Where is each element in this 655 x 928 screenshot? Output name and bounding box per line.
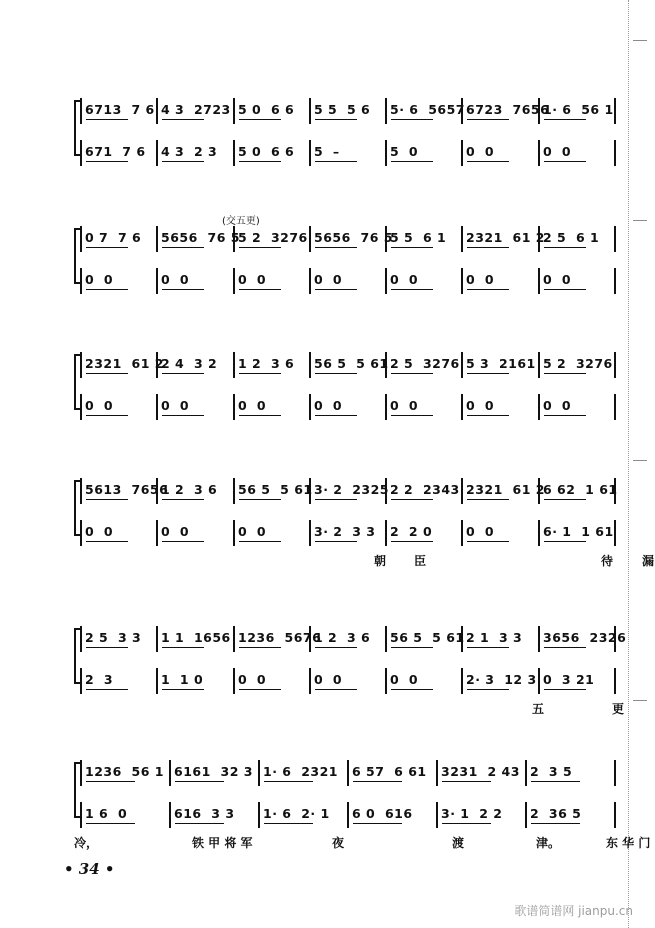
lyric-word: 漏 <box>642 554 655 568</box>
measure-notes: 2321 61 2 <box>466 482 545 497</box>
measure-notes: 0 0 <box>466 144 495 159</box>
measure-notes: 0 0 <box>238 672 267 687</box>
score-system <box>74 98 614 188</box>
barline <box>80 140 82 166</box>
score-system <box>74 626 627 716</box>
measure-notes: 5 – <box>314 144 340 159</box>
beam-underline <box>442 823 491 824</box>
beam-underline <box>86 541 128 542</box>
barline <box>614 760 616 786</box>
barline <box>156 394 158 420</box>
watermark: 歌谱简谱网 jianpu.cn <box>514 904 633 918</box>
barline <box>614 668 616 694</box>
barline <box>309 520 311 546</box>
measure-notes: 2· 3 12 3 <box>466 672 537 687</box>
beam-underline <box>86 373 128 374</box>
measure-notes: 3· 2 3 3 <box>314 524 376 539</box>
barline <box>80 760 82 786</box>
measure-notes: 2 3 <box>85 672 114 687</box>
measure-notes: 0 0 <box>161 272 190 287</box>
beam-underline <box>531 781 580 782</box>
measure-notes: 0 0 <box>390 672 419 687</box>
barline <box>614 520 616 546</box>
barline <box>80 802 82 828</box>
beam-underline <box>391 161 433 162</box>
lower-part <box>80 668 614 696</box>
barline <box>538 352 540 378</box>
measure-notes: 6 0 616 <box>352 806 413 821</box>
beam-underline <box>353 781 402 782</box>
barline <box>169 760 171 786</box>
barline <box>347 802 349 828</box>
measure-notes: 6· 1 1 61 <box>543 524 614 539</box>
beam-underline <box>544 289 586 290</box>
beam-underline <box>239 247 281 248</box>
measure-notes: 2 5 3276 <box>390 356 460 371</box>
barline <box>80 268 82 294</box>
lyric-word: 夜 <box>332 836 345 850</box>
barline <box>614 268 616 294</box>
barline <box>461 520 463 546</box>
measure-notes: 5· 6 5657 <box>390 102 465 117</box>
barline <box>309 98 311 124</box>
barline <box>614 226 616 252</box>
measure-notes: 0 0 <box>238 272 267 287</box>
beam-underline <box>264 823 313 824</box>
scan-edge-mark <box>633 220 647 221</box>
measure-notes: 0 3 21 <box>543 672 595 687</box>
beam-underline <box>315 289 357 290</box>
barline <box>538 626 540 652</box>
barline <box>461 140 463 166</box>
measure-notes: 0 0 <box>543 398 572 413</box>
barline <box>309 352 311 378</box>
beam-underline <box>86 247 128 248</box>
beam-underline <box>467 289 509 290</box>
barline <box>80 98 82 124</box>
beam-underline <box>239 415 281 416</box>
beam-underline <box>239 499 281 500</box>
measure-notes: 3· 2 2325 <box>314 482 389 497</box>
beam-underline <box>162 289 204 290</box>
beam-underline <box>162 499 204 500</box>
barline <box>156 268 158 294</box>
beam-underline <box>162 119 204 120</box>
beam-underline <box>391 541 433 542</box>
upper-part <box>80 226 614 254</box>
barline <box>80 668 82 694</box>
measure-notes: 1· 6 2321 <box>263 764 338 779</box>
lyric-word: 渡 <box>452 836 465 850</box>
barline <box>233 520 235 546</box>
beam-underline <box>544 161 586 162</box>
beam-underline <box>544 415 586 416</box>
barline <box>525 760 527 786</box>
beam-underline <box>315 247 357 248</box>
measure-notes: 1236 5676 <box>238 630 322 645</box>
measure-notes: 0 0 <box>314 272 343 287</box>
upper-part <box>80 352 614 380</box>
scan-edge-mark <box>633 460 647 461</box>
beam-underline <box>86 781 135 782</box>
lyric-word: 朝 <box>374 554 387 568</box>
measure-notes: 5 2 3276 <box>238 230 308 245</box>
beam-underline <box>239 541 281 542</box>
barline <box>538 140 540 166</box>
beam-underline <box>467 689 509 690</box>
beam-underline <box>162 647 204 648</box>
beam-underline <box>162 247 204 248</box>
beam-underline <box>315 499 357 500</box>
measure-notes: 1 2 3 6 <box>314 630 371 645</box>
lyric-word: 更 <box>612 702 625 716</box>
lyric-word: 五 <box>532 702 545 716</box>
barline <box>258 802 260 828</box>
barline <box>461 226 463 252</box>
measure-notes: 5 0 6 6 <box>238 102 295 117</box>
beam-underline <box>391 647 433 648</box>
beam-underline <box>86 689 128 690</box>
upper-part <box>80 478 618 506</box>
beam-underline <box>391 689 433 690</box>
barline <box>80 352 82 378</box>
beam-underline <box>544 541 586 542</box>
lower-part <box>80 268 614 296</box>
measure-notes: 5656 76 5 <box>161 230 240 245</box>
beam-underline <box>467 647 509 648</box>
measure-notes: 0 0 <box>161 524 190 539</box>
beam-underline <box>86 161 128 162</box>
beam-underline <box>315 415 357 416</box>
barline <box>614 352 616 378</box>
beam-underline <box>544 499 586 500</box>
lower-part <box>80 802 614 830</box>
lower-part <box>80 520 614 548</box>
measure-notes: 0 0 <box>390 398 419 413</box>
barline <box>538 394 540 420</box>
measure-notes: 5613 7656 <box>85 482 169 497</box>
score-system <box>74 226 614 316</box>
barline <box>80 478 82 504</box>
lyric-word: 待 <box>601 554 614 568</box>
beam-underline <box>467 161 509 162</box>
measure-notes: 2 2 0 <box>390 524 433 539</box>
lyrics-line <box>74 700 625 718</box>
measure-notes: 1 2 3 6 <box>238 356 295 371</box>
barline <box>385 98 387 124</box>
measure-notes: 3231 2 43 <box>441 764 520 779</box>
measure-notes: 5 0 <box>390 144 419 159</box>
measure-notes: 0 0 <box>85 398 114 413</box>
lower-part <box>80 394 614 422</box>
beam-underline <box>239 689 281 690</box>
beam-underline <box>86 415 128 416</box>
beam-underline <box>442 781 491 782</box>
beam-underline <box>86 823 135 824</box>
beam-underline <box>239 161 281 162</box>
barline <box>80 394 82 420</box>
beam-underline <box>86 647 128 648</box>
barline <box>309 668 311 694</box>
barline <box>258 760 260 786</box>
measure-notes: 3656 2326 <box>543 630 627 645</box>
lyric-word: 冷， <box>74 836 99 850</box>
beam-underline <box>544 247 586 248</box>
barline <box>385 520 387 546</box>
beam-underline <box>467 119 509 120</box>
annotation-jiao-wu-geng: (交五更) <box>222 216 260 227</box>
measure-notes: 0 0 <box>543 272 572 287</box>
beam-underline <box>239 289 281 290</box>
beam-underline <box>531 823 580 824</box>
beam-underline <box>315 541 357 542</box>
barline <box>233 478 235 504</box>
measure-notes: 6713 7 6 <box>85 102 155 117</box>
measure-notes: 1 1 1656 <box>161 630 231 645</box>
measure-notes: 0 0 <box>543 144 572 159</box>
barline <box>614 802 616 828</box>
beam-underline <box>239 373 281 374</box>
beam-underline <box>315 373 357 374</box>
barline <box>233 626 235 652</box>
lyric-word: 臣 <box>414 554 427 568</box>
beam-underline <box>544 689 586 690</box>
barline <box>156 626 158 652</box>
measure-notes: 6161 32 3 <box>174 764 253 779</box>
measure-notes: 1 1 0 <box>161 672 204 687</box>
measure-notes: 2 5 3 3 <box>85 630 142 645</box>
barline <box>309 394 311 420</box>
barline <box>233 98 235 124</box>
upper-part <box>80 98 614 126</box>
beam-underline <box>467 541 509 542</box>
measure-notes: 1· 6 56 1 <box>543 102 614 117</box>
lyric-word: 铁 甲 将 军 <box>192 836 253 850</box>
barline <box>156 520 158 546</box>
measure-notes: 4 3 2 3 <box>161 144 218 159</box>
score-system <box>74 760 651 850</box>
barline <box>461 352 463 378</box>
beam-underline <box>391 499 433 500</box>
measure-notes: 56 5 5 61 <box>314 356 389 371</box>
barline <box>614 98 616 124</box>
barline <box>233 394 235 420</box>
measure-notes: 4 3 2723 <box>161 102 231 117</box>
barline <box>309 268 311 294</box>
barline <box>233 668 235 694</box>
beam-underline <box>467 499 509 500</box>
barline <box>309 226 311 252</box>
measure-notes: 0 0 <box>161 398 190 413</box>
barline <box>156 668 158 694</box>
barline <box>385 626 387 652</box>
measure-notes: 2 1 3 3 <box>466 630 523 645</box>
measure-notes: 2 2 2343 <box>390 482 460 497</box>
scan-edge-mark <box>633 700 647 701</box>
beam-underline <box>391 289 433 290</box>
beam-underline <box>315 647 357 648</box>
barline <box>385 140 387 166</box>
lyrics-line <box>74 834 651 852</box>
measure-notes: 6 62 1 61 <box>543 482 618 497</box>
beam-underline <box>162 161 204 162</box>
measure-notes: 0 0 <box>466 272 495 287</box>
measure-notes: 616 3 3 <box>174 806 235 821</box>
measure-notes: 1 2 3 6 <box>161 482 218 497</box>
beam-underline <box>86 499 128 500</box>
barline <box>169 802 171 828</box>
measure-notes: 2 5 6 1 <box>543 230 600 245</box>
barline <box>525 802 527 828</box>
measure-notes: 56 5 5 61 <box>390 630 465 645</box>
measure-notes: 0 0 <box>238 398 267 413</box>
lyrics-line <box>74 552 655 570</box>
beam-underline <box>162 689 204 690</box>
barline <box>538 520 540 546</box>
measure-notes: 2 4 3 2 <box>161 356 218 371</box>
measure-notes: 1236 56 1 <box>85 764 164 779</box>
beam-underline <box>162 373 204 374</box>
beam-underline <box>391 373 433 374</box>
barline <box>614 394 616 420</box>
measure-notes: 0 0 <box>390 272 419 287</box>
score-system <box>74 478 655 568</box>
barline <box>233 352 235 378</box>
measure-notes: 2 3 5 <box>530 764 573 779</box>
measure-notes: 0 0 <box>466 524 495 539</box>
beam-underline <box>175 823 224 824</box>
measure-notes: 2321 61 2 <box>85 356 164 371</box>
measure-notes: 0 0 <box>314 398 343 413</box>
measure-notes: 0 0 <box>238 524 267 539</box>
barline <box>156 226 158 252</box>
beam-underline <box>544 119 586 120</box>
measure-notes: 5 0 6 6 <box>238 144 295 159</box>
barline <box>309 140 311 166</box>
score-system <box>74 352 614 442</box>
upper-part <box>80 760 614 788</box>
barline <box>461 268 463 294</box>
measure-notes: 1 6 0 <box>85 806 128 821</box>
lower-part <box>80 140 614 168</box>
measure-notes: 2 36 5 <box>530 806 582 821</box>
measure-notes: 0 7 7 6 <box>85 230 142 245</box>
barline <box>461 478 463 504</box>
measure-notes: 5656 76 5 <box>314 230 393 245</box>
beam-underline <box>315 119 357 120</box>
beam-underline <box>162 541 204 542</box>
measure-notes: 3· 1 2 2 <box>441 806 503 821</box>
beam-underline <box>175 781 224 782</box>
upper-part <box>80 626 627 654</box>
beam-underline <box>239 119 281 120</box>
measure-notes: 5 3 2161 <box>466 356 536 371</box>
barline <box>538 668 540 694</box>
barline <box>436 760 438 786</box>
beam-underline <box>353 823 402 824</box>
beam-underline <box>467 247 509 248</box>
beam-underline <box>391 415 433 416</box>
barline <box>385 668 387 694</box>
beam-underline <box>391 247 433 248</box>
barline <box>233 140 235 166</box>
barline <box>156 140 158 166</box>
barline <box>614 140 616 166</box>
measure-notes: 2321 61 2 <box>466 230 545 245</box>
barline <box>347 760 349 786</box>
beam-underline <box>86 119 128 120</box>
measure-notes: 5 5 6 1 <box>390 230 447 245</box>
measure-notes: 5 2 3276 <box>543 356 613 371</box>
measure-notes: 56 5 5 61 <box>238 482 313 497</box>
barline <box>538 268 540 294</box>
barline <box>80 626 82 652</box>
page-number: • 34 • <box>64 860 115 878</box>
beam-underline <box>467 373 509 374</box>
beam-underline <box>86 289 128 290</box>
beam-underline <box>391 119 433 120</box>
barline <box>385 394 387 420</box>
barline <box>80 520 82 546</box>
measure-notes: 671 7 6 <box>85 144 146 159</box>
beam-underline <box>544 373 586 374</box>
measure-notes: 1· 6 2· 1 <box>263 806 330 821</box>
beam-underline <box>239 647 281 648</box>
beam-underline <box>467 415 509 416</box>
barline <box>461 394 463 420</box>
lyric-word: 津。 <box>536 836 561 850</box>
measure-notes: 0 0 <box>466 398 495 413</box>
scan-edge-line <box>628 0 632 928</box>
barline <box>233 268 235 294</box>
beam-underline <box>264 781 313 782</box>
beam-underline <box>315 161 357 162</box>
barline <box>156 98 158 124</box>
measure-notes: 0 0 <box>85 524 114 539</box>
measure-notes: 6723 7656 <box>466 102 550 117</box>
measure-notes: 0 0 <box>314 672 343 687</box>
barline <box>461 668 463 694</box>
beam-underline <box>315 689 357 690</box>
scan-edge-mark <box>633 40 647 41</box>
barline <box>436 802 438 828</box>
barline <box>80 226 82 252</box>
barline <box>385 268 387 294</box>
measure-notes: 5 5 5 6 <box>314 102 371 117</box>
beam-underline <box>544 647 586 648</box>
beam-underline <box>162 415 204 416</box>
measure-notes: 6 57 6 61 <box>352 764 427 779</box>
lyric-word: 东 华 门 <box>606 836 651 850</box>
measure-notes: 0 0 <box>85 272 114 287</box>
